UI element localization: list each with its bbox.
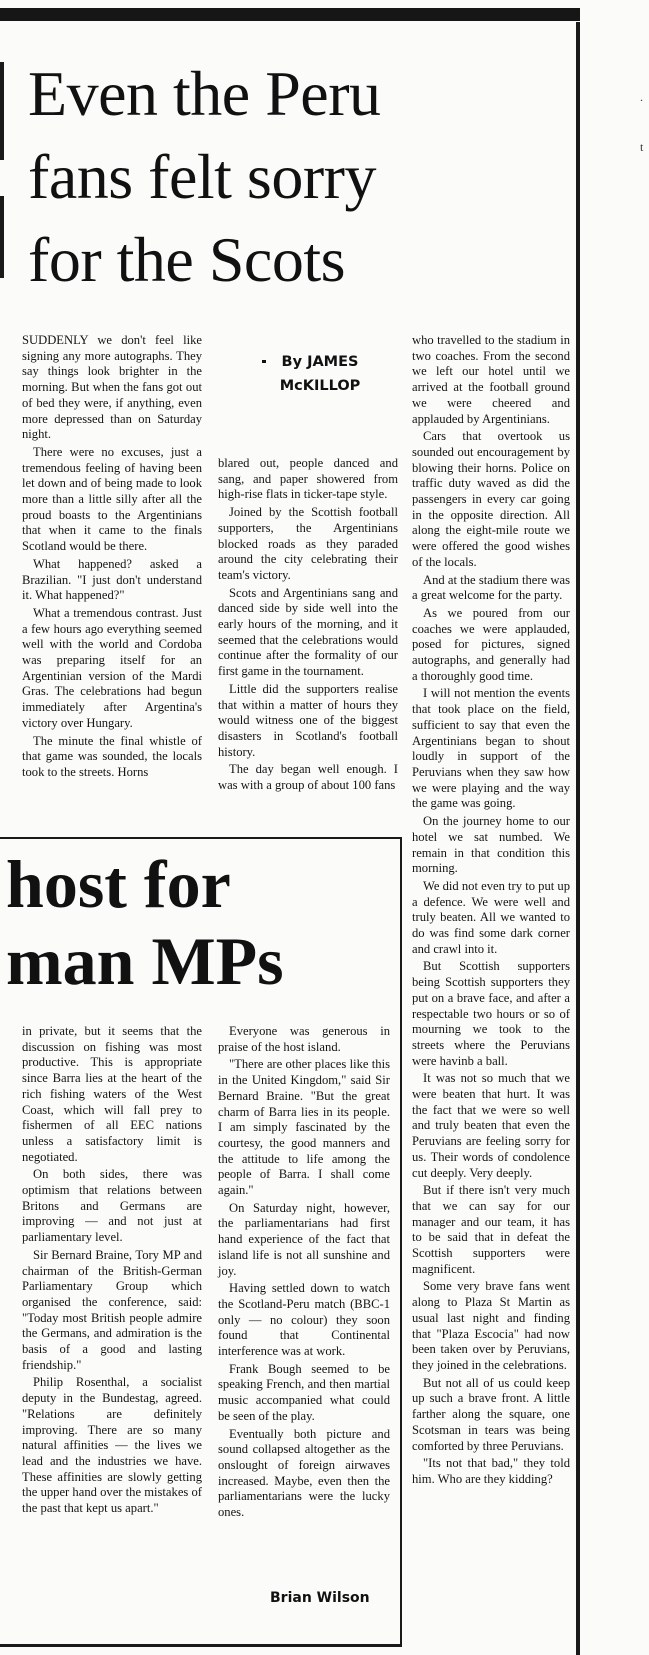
paragraph: "Its not that bad," they told him. Who are they kidding?	[412, 1456, 570, 1486]
edge-mark-mid: t	[640, 140, 644, 154]
paragraph: What happened? asked a Brazilian. "I just don't understand it. What happened?"	[22, 556, 202, 603]
paragraph: The minute the final whistle of that game was sounded, the locals took to the streets. Horns	[22, 733, 202, 779]
paragraph: Some very brave fans went along to Plaza St Martin as usual last night and finding that "Plaza Escocia" had now been taken over by Peruvians, they joined in the celebrations.	[412, 1279, 570, 1372]
paragraph: Having settled down to watch the Scotland-Peru match (BBC-1 only — no colour) they soon found that Continental interference was at work.	[218, 1281, 390, 1359]
paragraph: The day began well enough. I was with a group of about 100 fans	[218, 762, 398, 793]
paragraph: SUDDENLY we don't feel like signing any more autographs. They say things look brighter in the morning. But when the fans got out of bed they were, if anything, even more depressed than on Saturday night.	[22, 333, 202, 442]
paragraph: Eventually both picture and sound collapsed altogether as the onslought of foreign airwaves increased. Maybe, even then the parliamentarians were the lucky ones.	[218, 1426, 390, 1520]
headline-line-2: fans felt sorry	[28, 141, 376, 212]
paragraph: On the journey home to our hotel we sat numbed. We remain in that condition this morning.	[412, 814, 570, 876]
author-signature: Brian Wilson	[270, 1590, 370, 1606]
second-column-2	[218, 1024, 390, 1521]
headline-line-3: for the Scots	[28, 224, 345, 295]
paragraph: Sir Bernard Braine, Tory MP and chairman of the British-German Parliamentary Group which organised the conference, said: "Today most British people admire the Germans, and admiration is the basis of a good and lasting friendship."	[22, 1247, 202, 1372]
left-margin-rule-lower	[0, 196, 4, 278]
paragraph: On both sides, there was optimism that relations between Britons and Germans are improving — and not just at parliamentary level.	[22, 1167, 202, 1245]
paragraph: What a tremendous contrast. Just a few hours ago everything seemed well with the world and Cordoba was preparing itself for an Argentinian version of the Mardi Gras. The celebrations had begun immediately after Argentina's victory over Hungary.	[22, 605, 202, 730]
paragraph: But Scottish supporters being Scottish supporters they put on a brave face, and after a respectable two hours or so of mourning we took to the streets where the Peruvians were havinb a ball.	[412, 959, 570, 1068]
paragraph: Scots and Argentinians sang and danced side by side well into the early hours of the morning, and it seemed that the celebrations would continue after the formality of our first game in the tournament.	[218, 585, 398, 679]
paragraph: And at the stadium there was a great welcome for the party.	[412, 572, 570, 603]
second-article-top-rule	[0, 837, 402, 839]
paragraph: in private, but it seems that the discussion on fishing was most productive. This is appropriate since Barra lies at the heart of the rich fishing waters of the West Coast, which will fall prey to fishermen of all EEC nations unless a satisfactory limit is negotiated.	[22, 1024, 202, 1164]
main-headline	[28, 52, 568, 301]
paragraph: who travelled to the stadium in two coaches. From the second we left our hotel until we arrived at the football ground we were cheered and applauded by Argentinians.	[412, 333, 570, 426]
right-column-rule	[576, 22, 580, 1655]
bottom-rule	[0, 1644, 402, 1647]
main-column-2	[218, 456, 398, 794]
headline-line-1: Even the Peru	[28, 58, 381, 129]
paragraph: As we poured from our coaches we were applauded, posed for pictures, signed autographs, and generally had a thoroughly good time.	[412, 605, 570, 683]
paragraph: There were no excuses, just a tremendous feeling of having been let down and of being made to look more than a little silly after all the proud boasts to the Argentinians that when it came to the finals Scotland would be there.	[22, 444, 202, 554]
edge-mark-top: .	[640, 90, 643, 104]
paragraph: Little did the supporters realise that within a matter of hours they would witness one of the biggest disasters in Scotland's football history.	[218, 681, 398, 759]
second-article-right-rule	[400, 837, 402, 1644]
paragraph: On Saturday night, however, the parliamentarians had first hand experience of the fact that island life is not all sunshine and joy.	[218, 1200, 390, 1278]
byline	[256, 350, 384, 398]
paragraph: It was not so much that we were beaten that hurt. It was the fact that we were so well and truly beaten that even the Peruvians are feeling sorry for us. Their words of condolence cut deeply. Very deeply.	[412, 1071, 570, 1180]
paragraph: But if there isn't very much that we can say for our manager and our team, it has to be said that in defeat the Scottish supporters were magnificent.	[412, 1183, 570, 1276]
paragraph: We did not even try to put up a defence. We were well and truly beaten. All we wanted to do was find some dark corner and crawl into it.	[412, 878, 570, 956]
second-column-1	[22, 1024, 202, 1517]
paragraph: Philip Rosenthal, a socialist deputy in the Bundestag, agreed. "Relations are definitely improving. There are so many natural affinities — the lives we lead and the industries we have. These affinities are slowly getting the upper hand over the mistakes of the past that kept us apart."	[22, 1375, 202, 1516]
second-headline-line-1: host for	[6, 846, 231, 922]
paragraph: I will not mention the events that took place on the field, sufficient to say that even the Argentinians began to shout loudly in support of the Peruvians when they saw how we were playing and the way the game was going.	[412, 686, 570, 811]
second-headline-line-2: man MPs	[6, 923, 284, 999]
byline-line-2: McKILLOP	[279, 378, 361, 394]
main-column-3	[412, 333, 570, 1488]
paragraph: blared out, people danced and sang, and paper showered from high-rise flats in ticker-tape style.	[218, 456, 398, 502]
paragraph: But not all of us could keep up such a brave front. A little farther along the square, one Scotsman in tears was being comforted by three Peruvians.	[412, 1375, 570, 1453]
paragraph: Everyone was generous in praise of the host island.	[218, 1024, 390, 1054]
byline-mark	[262, 360, 266, 363]
paragraph: "There are other places like this in the United Kingdom," said Sir Bernard Braine. "But the great charm of Barra lies in its people. I am simply fascinated by the courtesy, the good manners and the attitude to life among the people of Barra. I shall come again."	[218, 1057, 390, 1198]
top-rule	[0, 8, 580, 21]
paragraph: Frank Bough seemed to be speaking French, and then martial music accompanied what could be seen of the play.	[218, 1361, 390, 1423]
paragraph: Joined by the Scottish football supporters, the Argentinians blocked roads as they paraded around the city celebrating their team's victory.	[218, 505, 398, 582]
left-margin-rule	[0, 62, 4, 160]
main-column-1	[22, 333, 202, 781]
paragraph: Cars that overtook us sounded out encouragement by blowing their horns. Police on traffic duty waved as did the passengers in every car going in the opposite direction. All along the eight-mile route we were offered the good wishes of the locals.	[412, 429, 570, 569]
byline-line-1: By JAMES	[281, 354, 359, 370]
